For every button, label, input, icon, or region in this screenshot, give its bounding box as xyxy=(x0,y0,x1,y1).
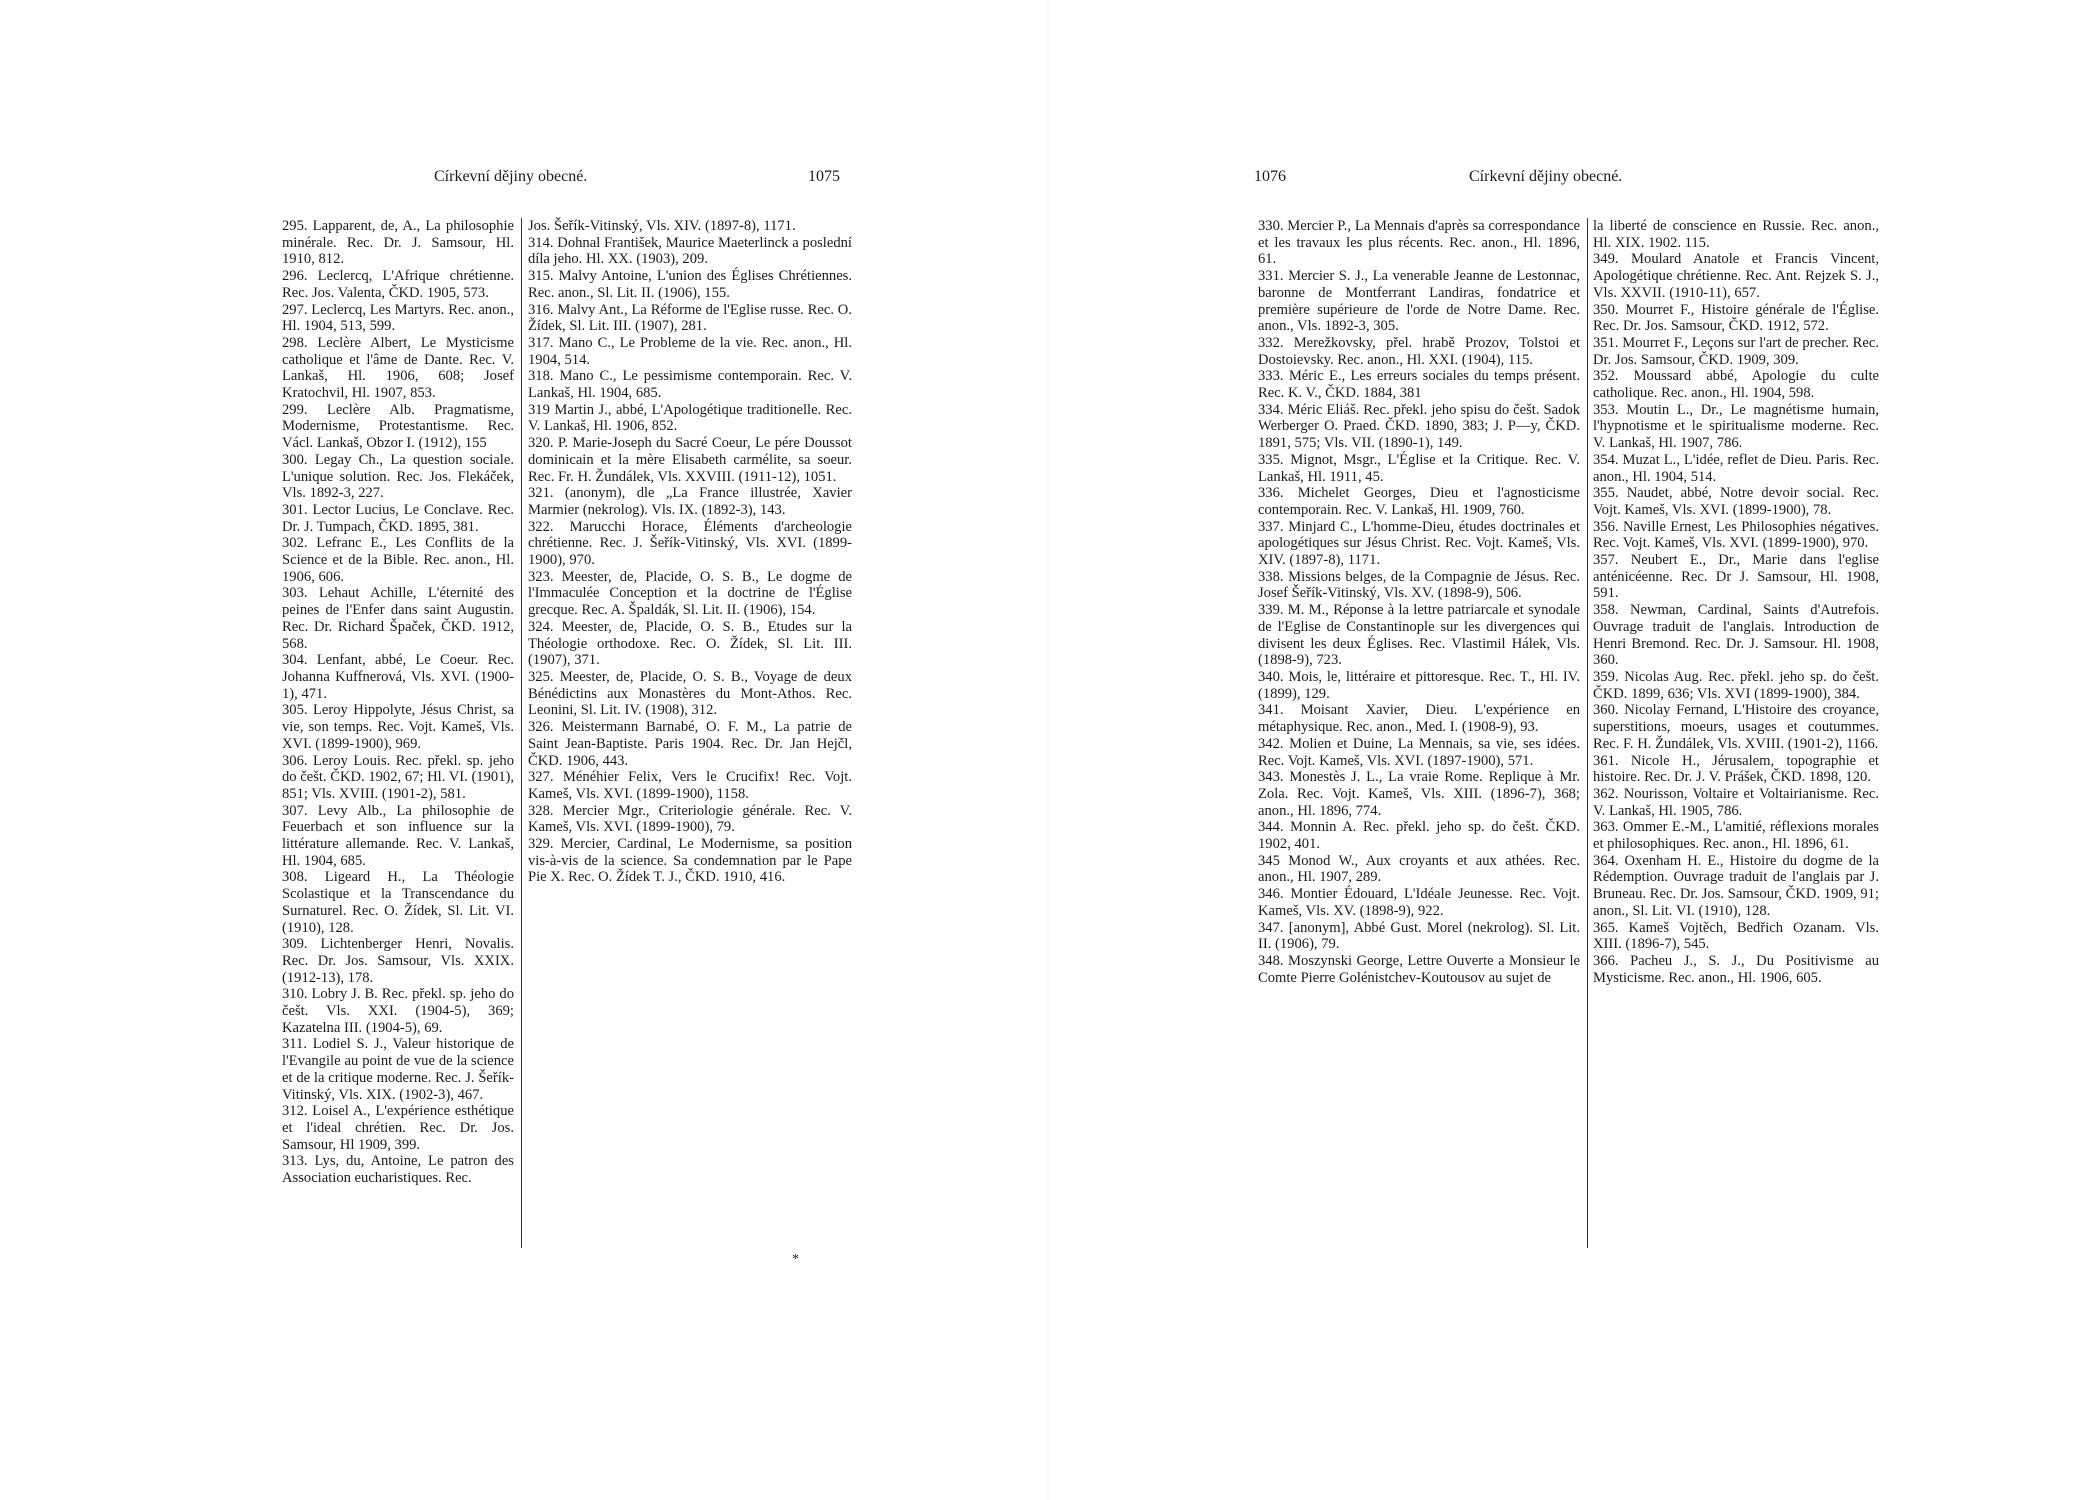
bibliography-entry: 300. Legay Ch., La question sociale. L'unique solution. Rec. Jos. Flekáček, Vls. 1892-3, 227. xyxy=(282,451,514,502)
bibliography-entry: 311. Lodiel S. J., Valeur historique de l'Evangile au point de vue de la science et de la critique moderne. Rec. J. Šeřík-Vitinský, Vls. XIX. (1902-3), 467. xyxy=(282,1036,514,1103)
bibliography-entry: 295. Lapparent, de, A., La philosophie minérale. Rec. Dr. J. Samsour, Hl. 1910, 812. xyxy=(282,218,514,268)
bibliography-entry: 324. Meester, de, Placide, O. S. B., Etudes sur la Théologie orthodoxe. Rec. O. Žídek, Sl. Lit. III. (1907), 371. xyxy=(528,618,852,669)
bibliography-entry: 348. Moszynski George, Lettre Ouverte a Monsieur le Comte Pierre Golénistchev-Koutousov au sujet de xyxy=(1258,952,1580,986)
bibliography-entry: 328. Mercier Mgr., Criteriologie générale. Rec. V. Kameš, Vls. XVI. (1899-1900), 79. xyxy=(528,802,852,836)
bibliography-entry: 361. Nicole H., Jérusalem, topographie et histoire. Rec. Dr. J. V. Prášek, ČKD. 1898, 120. xyxy=(1593,752,1879,786)
bibliography-entry: 322. Marucchi Horace, Éléments d'archeologie chrétienne. Rec. J. Šeřík-Vitinský, Vls. XVI. (1899-1900), 970. xyxy=(528,518,852,569)
bibliography-entry: 319 Martin J., abbé, L'Apologétique traditionelle. Rec. V. Lankaš, Hl. 1906, 852. xyxy=(528,401,852,435)
bibliography-entry: 318. Mano C., Le pessimisme contemporain. Rec. V. Lankaš, Hl. 1904, 685. xyxy=(528,368,852,402)
bibliography-entry: 305. Leroy Hippolyte, Jésus Christ, sa vie, son temps. Rec. Vojt. Kameš, Vls. XVI. (1899-1900), 969. xyxy=(282,702,514,752)
bibliography-entry: 345 Monod W., Aux croyants et aux athées. Rec. anon., Hl. 1907, 289. xyxy=(1258,852,1580,886)
bibliography-entry: 336. Michelet Georges, Dieu et l'agnosticisme contemporain. Rec. V. Lankaš, Hl. 1909, 760. xyxy=(1258,485,1580,518)
bibliography-entry: 317. Mano C., Le Probleme de la vie. Rec. anon., Hl. 1904, 514. xyxy=(528,334,852,368)
bibliography-entry: 342. Molien et Duine, La Mennais, sa vie, ses idées. Rec. Vojt. Kameš, Vls. XVI. (1897-1900), 571. xyxy=(1258,735,1580,769)
bibliography-entry: 307. Levy Alb., La philosophie de Feuerbach et son influence sur la littérature allemande. Rec. V. Lankaš, Hl. 1904, 685. xyxy=(282,802,514,869)
bibliography-entry: 310. Lobry J. B. Rec. překl. sp. jeho do češt. Vls. XXI. (1904-5), 369; Kazatelna III. (1904-5), 69. xyxy=(282,986,514,1036)
bibliography-entry: 344. Monnin A. Rec. překl. jeho sp. do češt. ČKD. 1902, 401. xyxy=(1258,819,1580,853)
bibliography-entry: 349. Moulard Anatole et Francis Vincent, Apologétique chrétienne. Rec. Ant. Rejzek S. J., Vls. XXVII. (1910-11), 657. xyxy=(1593,251,1879,301)
bibliography-entry: 335. Mignot, Msgr., L'Église et la Critique. Rec. V. Lankaš, Hl. 1911, 45. xyxy=(1258,451,1580,485)
bibliography-entry: 359. Nicolas Aug. Rec. překl. jeho sp. do češt. ČKD. 1899, 636; Vls. XVI (1899-1900), 384. xyxy=(1593,668,1879,702)
bibliography-entry: 303. Lehaut Achille, L'éternité des peines de l'Enfer dans saint Augustin. Rec. Dr. Richard Špaček, ČKD. 1912, 568. xyxy=(282,585,514,652)
bibliography-entry: 301. Lector Lucius, Le Conclave. Rec. Dr. J. Tumpach, ČKD. 1895, 381. xyxy=(282,501,514,535)
bibliography-entry: 357. Neubert E., Dr., Marie dans l'eglise anténicéenne. Rec. Dr J. Samsour, Hl. 1908, 591. xyxy=(1593,552,1879,602)
bibliography-entry: 327. Ménéhier Felix, Vers le Crucifix! Rec. Vojt. Kameš, Vls. XVI. (1899-1900), 1158. xyxy=(528,769,852,802)
bibliography-entry: 299. Leclère Alb. Pragmatisme, Modernisme, Protestantisme. Rec. Václ. Lankaš, Obzor I. (1912), 155 xyxy=(282,401,514,452)
bibliography-entry: 365. Kameš Vojtěch, Bedřich Ozanam. Vls. XIII. (1896-7), 545. xyxy=(1593,919,1879,953)
bibliography-entry: Jos. Šeřík-Vitinský, Vls. XIV. (1897-8), 1171. xyxy=(528,218,796,234)
bibliography-entry: 323. Meester, de, Placide, O. S. B., Le dogme de l'Immaculée Conception et la doctrine de l'Église grecque. Rec. A. Špaldák, Sl. Lit. II. (1906), 154. xyxy=(528,568,852,619)
column-right xyxy=(528,218,852,886)
bibliography-entry: 352. Moussard abbé, Apologie du culte catholique. Rec. anon., Hl. 1904, 598. xyxy=(1593,368,1879,402)
bibliography-entry: 304. Lenfant, abbé, Le Coeur. Rec. Johanna Kuffnerová, Vls. XVI. (1900-1), 471. xyxy=(282,652,514,702)
bibliography-entry: 339. M. M., Réponse à la lettre patriarcale et synodale de l'Eglise de Constantinople sur les divergences qui divisent les deux Églises. Rec. Vlastimil Hálek, Vls. (1898-9), 723. xyxy=(1258,602,1580,669)
bibliography-entry: 309. Lichtenberger Henri, Novalis. Rec. Dr. Jos. Samsour, Vls. XXIX. (1912-13), 178. xyxy=(282,936,514,986)
bibliography-entry: 325. Meester, de, Placide, O. S. B., Voyage de deux Bénédictins aux Monastères du Mont-Athos. Rec. Leonini, Sl. Lit. IV. (1908), 312. xyxy=(528,668,852,719)
column-left xyxy=(1258,218,1580,986)
bibliography-entry: 326. Meistermann Barnabé, O. F. M., La patrie de Saint Jean-Baptiste. Paris 1904. Rec. Dr. Jan Hejčl, ČKD. 1906, 443. xyxy=(528,719,852,769)
bibliography-entry: 354. Muzat L., L'idée, reflet de Dieu. Paris. Rec. anon., Hl. 1904, 514. xyxy=(1593,451,1879,485)
bibliography-entry: 313. Lys, du, Antoine, Le patron des Association eucharistiques. Rec. xyxy=(282,1153,514,1187)
bibliography-entry: 306. Leroy Louis. Rec. překl. sp. jeho do češt. ČKD. 1902, 67; Hl. VI. (1901), 851; Vls. XVIII. (1901-2), 581. xyxy=(282,752,514,802)
bibliography-entry: 351. Mourret F., Leçons sur l'art de precher. Rec. Dr. Jos. Samsour, ČKD. 1909, 309. xyxy=(1593,334,1879,368)
page-number: 1075 xyxy=(808,168,840,185)
bibliography-entry: 329. Mercier, Cardinal, Le Modernisme, sa position vis-à-vis de la science. Sa condemnation par le Pape Pie X. Rec. O. Žídek T. J., ČKD. 1910, 416. xyxy=(528,836,852,886)
bibliography-entry: 296. Leclercq, L'Afrique chrétienne. Rec. Jos. Valenta, ČKD. 1905, 573. xyxy=(282,268,514,301)
bibliography-entry: 343. Monestès J. L., La vraie Rome. Replique à Mr. Zola. Rec. Vojt. Kameš, Vls. XIII. (1896-7), 368; anon., Hl. 1896, 774. xyxy=(1258,769,1580,819)
column-right xyxy=(1593,218,1879,986)
bibliography-entry: 312. Loisel A., L'expérience esthétique et l'ideal chrétien. Rec. Dr. Jos. Samsour, Hl 1909, 399. xyxy=(282,1103,514,1153)
bibliography-entry: 330. Mercier P., La Mennais d'après sa correspondance et les travaux les plus récents. Rec. anon., Hl. 1896, 61. xyxy=(1258,218,1580,268)
bibliography-entry: 298. Leclère Albert, Le Mysticisme catholique et l'âme de Dante. Rec. V. Lankaš, Hl. 1906, 608; Josef Kratochvil, Hl. 1907, 853. xyxy=(282,334,514,402)
bibliography-entry: 341. Moisant Xavier, Dieu. L'expérience en métaphysique. Rec. anon., Med. I. (1908-9), 93. xyxy=(1258,702,1580,736)
bibliography-entry: 337. Minjard C., L'homme-Dieu, études doctrinales et apologétiques sur Jésus Christ. Rec. Vojt. Kameš, Vls. XIV. (1897-8), 1171. xyxy=(1258,518,1580,569)
bibliography-entry: 331. Mercier S. J., La venerable Jeanne de Lestonnac, baronne de Montferrant Landiras, fondatrice et première supérieure de l'orde de Notre Dame. Rec. anon., Vls. 1892-3, 305. xyxy=(1258,268,1580,335)
bibliography-entry: la liberté de conscience en Russie. Rec. anon., Hl. XIX. 1902. 115. xyxy=(1593,218,1879,251)
bibliography-entry: 308. Ligeard H., La Théologie Scolastique et la Transcendance du Surnaturel. Rec. O. Žídek, Sl. Lit. VI. (1910), 128. xyxy=(282,869,514,936)
bibliography-entry: 340. Mois, le, littéraire et pittoresque. Rec. T., Hl. IV. (1899), 129. xyxy=(1258,668,1580,702)
bibliography-entry: 364. Oxenham H. E., Histoire du dogme de la Rédemption. Ouvrage traduit de l'anglais par J. Bruneau. Rec. Dr. Jos. Samsour, ČKD. 1909, 91; anon., Sl. Lit. VI. (1910), 128. xyxy=(1593,852,1879,919)
bibliography-entry: 334. Méric Eliáš. Rec. překl. jeho spisu do češt. Sadok Werberger O. Praed. ČKD. 1890, 383; J. P—y, ČKD. 1891, 575; Vls. VII. (1890-1), 149. xyxy=(1258,401,1580,452)
bibliography-entry: 355. Naudet, abbé, Notre devoir social. Rec. Vojt. Kameš, Vls. XVI. (1899-1900), 78. xyxy=(1593,485,1879,518)
right-page xyxy=(1048,0,2096,1500)
bibliography-entry: 321. (anonym), dle „La France illustrée, Xavier Marmier (nekrolog). Vls. IX. (1892-3), 143. xyxy=(528,485,852,518)
bibliography-entry: 353. Moutin L., Dr., Le magnétisme humain, l'hypnotisme et le spiritualisme moderne. Rec. V. Lankaš, Hl. 1907, 786. xyxy=(1593,401,1879,452)
bibliography-entry: 297. Leclercq, Les Martyrs. Rec. anon., Hl. 1904, 513, 599. xyxy=(282,301,514,335)
printer-mark: * xyxy=(792,1252,799,1267)
running-head: Církevní dějiny obecné. xyxy=(1469,168,1623,185)
column-divider xyxy=(521,218,522,1248)
bibliography-entry: 316. Malvy Ant., La Réforme de l'Eglise russe. Rec. O. Žídek, Sl. Lit. III. (1907), 281. xyxy=(528,301,852,335)
bibliography-entry: 350. Mourret F., Histoire générale de l'Église. Rec. Dr. Jos. Samsour, ČKD. 1912, 572. xyxy=(1593,301,1879,335)
bibliography-entry: 360. Nicolay Fernand, L'Histoire des croyance, superstitions, moeurs, usages et coutummes. Rec. F. H. Žundálek, Vls. XVIII. (1901-2), 1166. xyxy=(1593,702,1879,752)
column-divider xyxy=(1587,218,1588,1248)
bibliography-entry: 363. Ommer E.-M., L'amitié, réflexions morales et philosophiques. Rec. anon., Hl. 1896, 61. xyxy=(1593,819,1879,853)
page-number: 1076 xyxy=(1254,168,1286,185)
bibliography-entry: 347. [anonym], Abbé Gust. Morel (nekrolog). Sl. Lit. II. (1906), 79. xyxy=(1258,919,1580,953)
bibliography-entry: 315. Malvy Antoine, L'union des Églises Chrétiennes. Rec. anon., Sl. Lit. II. (1906), 155. xyxy=(528,268,852,301)
bibliography-entry: 346. Montier Édouard, L'Idéale Jeunesse. Rec. Vojt. Kameš, Vls. XV. (1898-9), 922. xyxy=(1258,886,1580,919)
bibliography-entry: 362. Nourisson, Voltaire et Voltairianisme. Rec. V. Lankaš, Hl. 1905, 786. xyxy=(1593,785,1879,819)
bibliography-entry: 302. Lefranc E., Les Conflits de la Science et de la Bible. Rec. anon., Hl. 1906, 606. xyxy=(282,535,514,585)
bibliography-entry: 358. Newman, Cardinal, Saints d'Autrefois. Ouvrage traduit de l'anglais. Introduction de Henri Bremond. Rec. Dr. J. Samsour. Hl. 1908, 360. xyxy=(1593,602,1879,669)
bibliography-entry: 366. Pacheu J., S. J., Du Positivisme au Mysticisme. Rec. anon., Hl. 1906, 605. xyxy=(1593,952,1879,986)
bibliography-entry: 333. Méric E., Les erreurs sociales du temps présent. Rec. K. V., ČKD. 1884, 381 xyxy=(1258,368,1580,402)
running-head: Církevní dějiny obecné. xyxy=(434,168,588,185)
bibliography-entry: 320. P. Marie-Joseph du Sacré Coeur, Le pére Doussot dominicain et la mère Elisabeth carmélite, sa soeur. Rec. Fr. H. Žundálek, Vls. XXVIII. (1911-12), 1051. xyxy=(528,435,852,485)
bibliography-entry: 338. Missions belges, de la Compagnie de Jésus. Rec. Josef Šeřík-Vitinský, Vls. XV. (1898-9), 506. xyxy=(1258,568,1580,602)
column-left xyxy=(282,218,514,1187)
bibliography-entry: 356. Naville Ernest, Les Philosophies négatives. Rec. Vojt. Kameš, Vls. XVI. (1899-1900), 970. xyxy=(1593,518,1879,552)
bibliography-entry: 332. Merežkovsky, přel. hrabě Prozov, Tolstoi et Dostoievsky. Rec. anon., Hl. XXI. (1904), 115. xyxy=(1258,334,1580,368)
bibliography-entry: 314. Dohnal František, Maurice Maeterlinck a poslední díla jeho. Hl. XX. (1903), 209. xyxy=(528,234,852,268)
